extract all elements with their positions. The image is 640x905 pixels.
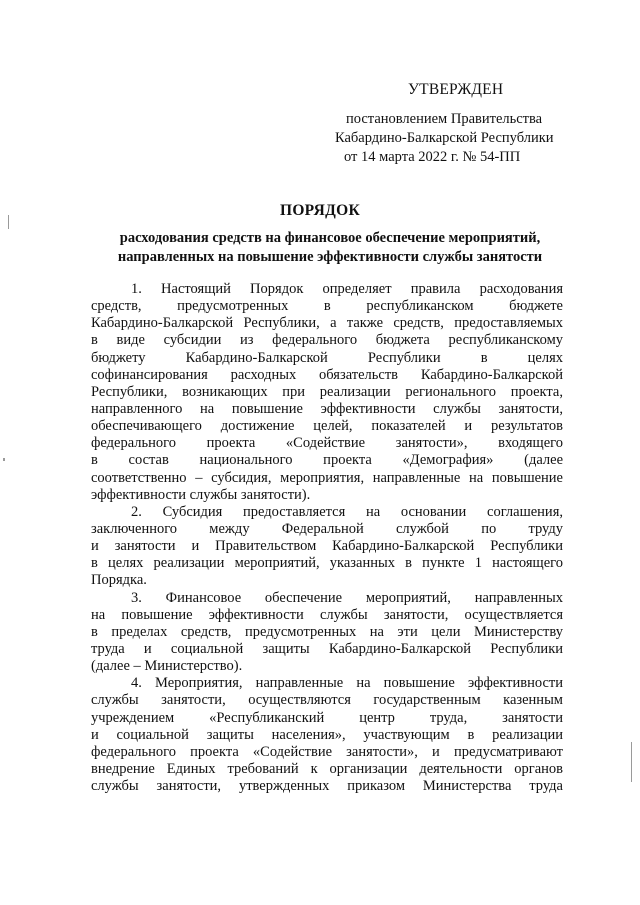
scan-artifact: [3, 458, 5, 461]
paragraph-line: 2. Субсидия предоставляется на основании соглашения,: [131, 503, 563, 520]
approval-stamp-block: [330, 80, 580, 167]
paragraph-line: направленного на повышение эффективности службы занятости,: [91, 400, 563, 417]
paragraph-line: труда и социальной защиты Кабардино-Балкарской Республики: [91, 640, 563, 657]
subtitle-line: направленных на повышение эффективности службы занятости: [117, 249, 543, 265]
paragraph-line: учреждением «Республиканский центр труда, занятости: [91, 709, 563, 726]
paragraph-line: (далее – Министерство).: [91, 658, 243, 675]
paragraph-line: службы занятости, утвержденных приказом Министерства труда: [91, 778, 563, 795]
paragraph-line: эффективности службы занятости).: [91, 486, 311, 503]
document-title: ПОРЯДОК: [279, 202, 361, 219]
paragraph-line: софинансирования расходных обязательств Кабардино-Балкарской: [91, 366, 563, 383]
approval-line: Кабардино-Балкарской Республики: [335, 130, 554, 146]
paragraph-line: в виде субсидии из федерального бюджета республиканскому: [91, 332, 563, 349]
paragraph-line: федерального проекта «Содействие занятости», входящего: [91, 435, 563, 452]
paragraph-line: 3. Финансовое обеспечение мероприятий, направленных: [131, 589, 563, 606]
paragraph-line: 1. Настоящий Порядок определяет правила расходования: [131, 281, 563, 297]
paragraph-line: в целях реализации мероприятий, указанных в пункте 1 настоящего: [91, 555, 563, 572]
approval-line: постановлением Правительства: [346, 111, 543, 127]
paragraph-line: в пределах средств, предусмотренных на эти цели Министерству: [91, 623, 563, 640]
paragraph-line: средств, предусмотренных в республиканском бюджете: [91, 298, 563, 315]
paragraph-line: Кабардино-Балкарской Республики, а также средств, предоставляемых: [91, 315, 563, 332]
paragraph-line: внедрение Единых требований к организации деятельности органов: [91, 760, 563, 777]
paragraph-line: и социальной защиты населения», участвующим в реализации: [91, 726, 563, 743]
paragraph-line: федерального проекта «Содействие занятости», и предусматривают: [91, 743, 563, 760]
paragraph-line: 4. Мероприятия, направленные на повышение эффективности: [131, 675, 563, 692]
approval-line: от 14 марта 2022 г. № 54-ПП: [344, 149, 521, 165]
scan-artifact: [8, 215, 9, 229]
scan-artifact: [631, 742, 632, 782]
paragraph-line: на повышение эффективности службы занятости, осуществляется: [91, 606, 563, 623]
paragraph-line: обеспечивающего достижение целей, показателей и результатов: [91, 418, 563, 435]
paragraph-line: службы занятости, осуществляются государственным казенным: [91, 692, 563, 709]
document-body: [91, 281, 563, 795]
approval-title: УТВЕРЖДЕН: [408, 81, 504, 98]
paragraph-line: и занятости и Правительством Кабардино-Балкарской Республики: [91, 538, 563, 555]
paragraph-line: бюджету Кабардино-Балкарской Республики в целях: [91, 349, 563, 366]
paragraph-line: Республики, возникающих при реализации регионального проекта,: [91, 383, 563, 400]
paragraph-line: в состав национального проекта «Демография» (далее: [91, 452, 563, 469]
document-subtitle: [80, 229, 580, 267]
paragraph-line: заключенного между Федеральной службой по труду: [91, 520, 563, 537]
subtitle-line: расходования средств на финансовое обеспечение мероприятий,: [119, 230, 541, 246]
paragraph-line: Порядка.: [91, 572, 147, 589]
paragraph-line: соответственно – субсидия, мероприятия, направленные на повышение: [91, 469, 563, 486]
